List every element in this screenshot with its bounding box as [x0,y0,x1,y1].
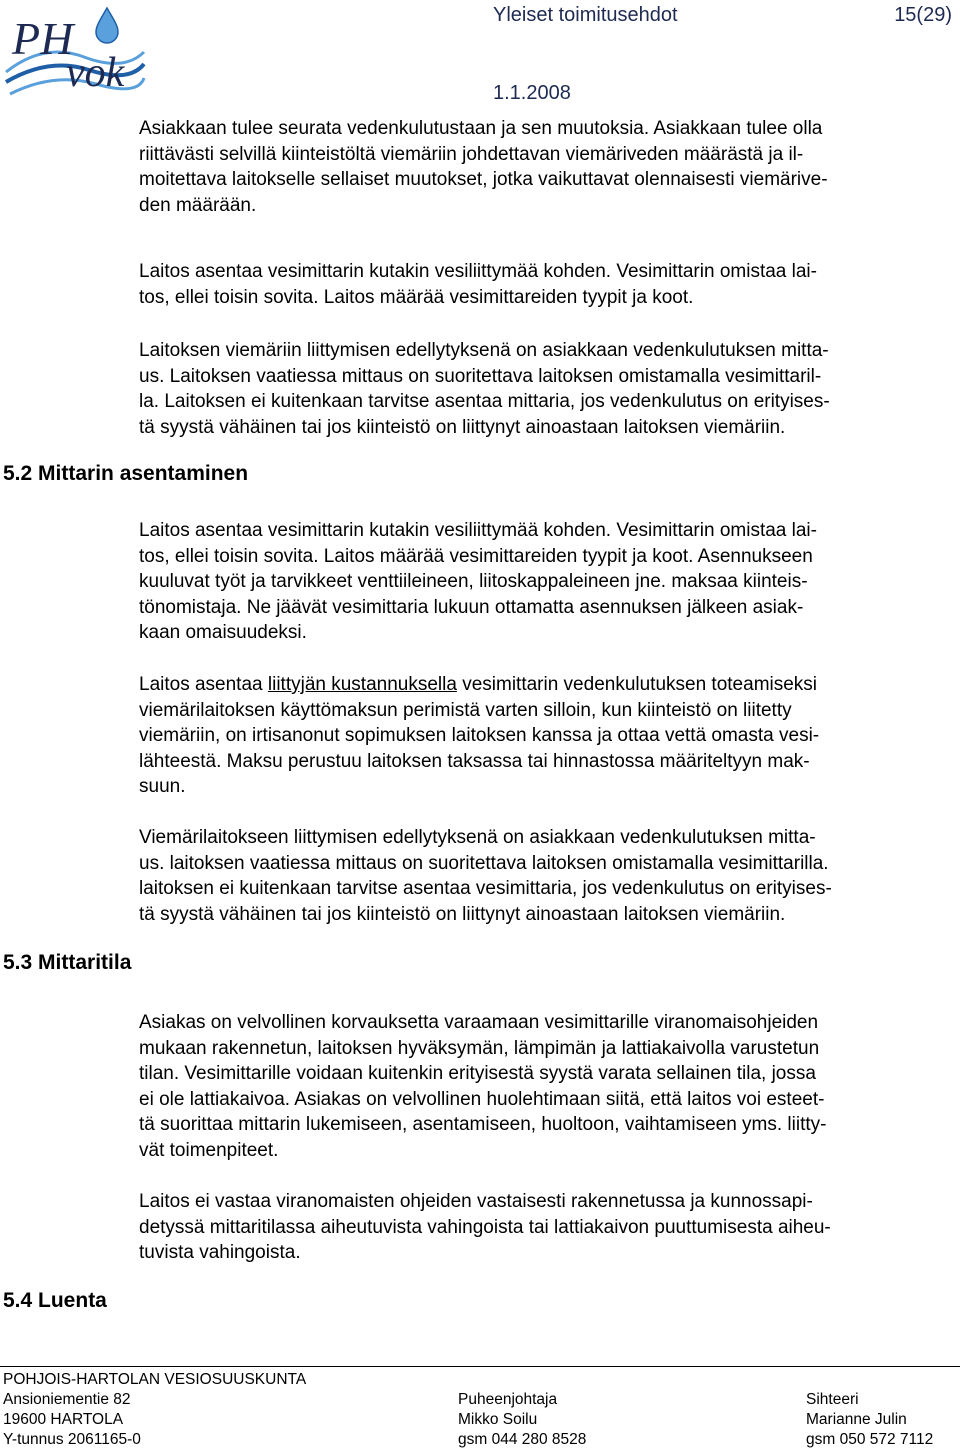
text-line: tilan. Vesimittarille voidaan kuitenkin erityisestä syystä varata sellainen tila, jossa [139,1063,816,1084]
text-segment: Laitos asentaa [139,674,268,695]
text-line: den määrään. [139,194,257,216]
section-heading-5-2: 5.2 Mittarin asentaminen [3,462,249,485]
paragraph-liability [139,1189,951,1266]
paragraph-own-water-source [139,672,951,800]
text-line: Laitos asentaa vesimittarin kutakin vesiliittymää kohden. Vesimittarin omistaa lai- [139,261,817,282]
document-title: Yleiset toimitusehdot [493,4,678,26]
footer-secretary-phone: gsm 050 572 7112 [806,1431,934,1448]
text-line: us. Laitoksen vaatiessa mittaus on suoritettava laitoksen omistamalla vesimittaril- [139,365,822,387]
text-line: mukaan rakennetun, laitoksen hyväksymän, lämpimän ja lattiakaivolla varustetun [139,1037,820,1059]
svg-text:PH: PH [12,13,74,64]
footer-secretary-name: Marianne Julin [806,1411,907,1428]
text-segment: vesimittarin vedenkulutuksen toteamiseksi [456,674,818,695]
footer-organization [3,1370,306,1450]
text-line: tos, ellei toisin sovita. Laitos määrää vesimittareiden tyypit ja koot. Asennukseen [139,545,813,567]
text-line: us. laitoksen vaatiessa mittaus on suoritettava laitoksen omistamalla vesimittarilla. [139,852,829,874]
document-date: 1.1.2008 [493,82,571,104]
text-line: Viemärilaitokseen liittymisen edellytyksenä on asiakkaan vedenkulutuksen mitta- [139,827,816,848]
text-line: Laitoksen viemäriin liittymisen edellytyksenä on asiakkaan vedenkulutuksen mitta- [139,340,829,361]
text-line: kuuluvat työt ja tarvikkeet venttiileineen, liitoskappaleineen jne. maksaa kiinteis- [139,571,808,592]
footer-divider [0,1366,960,1367]
paragraph-meter-install [139,259,951,310]
text-line: la. Laitoksen ei kuitenkaan tarvitse asentaa mittaria, jos vedenkulutus on erityises- [139,391,830,412]
underlined-phrase: liittyjän kustannuksella [267,674,457,695]
logo-graphic [4,2,146,100]
footer-secretary-title: Sihteeri [806,1391,859,1408]
text-line: viemäriin, on irtisanonut sopimuksen laitoksen kanssa ja ottaa vettä omasta vesi- [139,725,820,746]
text-line: viemärilaitoksen käyttömaksun perimistä varten silloin, kun kiinteistö on liitetty [139,699,792,721]
text-line: detyssä mittaritilassa aiheutuvista vahingoista tai lattiakaivon puuttumisesta aiheu- [139,1216,831,1238]
footer-postal: 19600 HARTOLA [3,1411,124,1428]
text-line: Laitos ei vastaa viranomaisten ohjeiden vastaisesti rakennetussa ja kunnossapi- [139,1191,813,1212]
footer-address: Ansioniementie 82 [3,1391,131,1408]
footer-chair-name: Mikko Soilu [458,1411,538,1428]
paragraph-sewer-connection [139,825,951,927]
text-line: Asiakkaan tulee seurata vedenkulutustaan ja sen muutoksia. Asiakkaan tulee olla [139,118,823,139]
text-line: tuvista vahingoista. [139,1242,301,1263]
text-line: kaan omaisuudeksi. [139,622,307,643]
section-heading-5-3: 5.3 Mittaritila [3,951,132,974]
section-heading-5-4: 5.4 Luenta [3,1289,107,1312]
text-line: lähteestä. Maksu perustuu laitoksen taksassa tai hinnastossa määriteltyyn mak- [139,750,810,772]
footer-org-name: POHJOIS-HARTOLAN VESIOSUUSKUNTA [3,1371,307,1388]
text-line: ei ole lattiakaivoa. Asiakas on velvollinen huolehtimaan siitä, että laitos voi esteet- [139,1088,825,1110]
text-line: laitoksen ei kuitenkaan tarvitse asentaa vesimittaria, jos vedenkulutus on erityises- [139,878,832,899]
paragraph-meter-monitoring [139,116,951,218]
svg-text:vok: vok [66,50,125,96]
text-line: tönomistaja. Ne jäävät vesimittaria lukuun ottamatta asennuksen jälkeen asiak- [139,596,804,618]
footer-chair-title: Puheenjohtaja [458,1391,558,1408]
text-line: Laitos asentaa vesimittarin kutakin vesiliittymää kohden. Vesimittarin omistaa lai- [139,520,817,541]
text-line: tä syystä vähäinen tai jos kiinteistö on liittynyt ainoastaan laitoksen viemäriin. [139,416,786,438]
phvok-logo [4,2,146,100]
text-line: suun. [139,776,186,797]
paragraph-sewer-measurement [139,338,951,440]
text-line [139,672,951,698]
paragraph-installation-costs [139,518,951,646]
paragraph-meter-room [139,1010,951,1163]
text-line: tä suorittaa mittarin lukemiseen, asentamiseen, huoltoon, vaihtamiseen yms. liitty- [139,1114,827,1135]
text-line: riittävästi selvillä kiinteistöltä viemäriin johdettavan viemäriveden määrästä ja il- [139,143,804,165]
footer-secretary [806,1390,933,1450]
text-line: tä syystä vähäinen tai jos kiinteistö on liittynyt ainoastaan laitoksen viemäriin. [139,903,786,925]
text-line: Asiakas on velvollinen korvauksetta varaamaan vesimittarille viranomaisohjeiden [139,1012,819,1033]
text-line: vät toimenpiteet. [139,1139,279,1161]
text-line: moitettava laitokselle sellaiset muutokset, jotka vaikuttavat olennaisesti viemärive- [139,169,828,190]
text-line: tos, ellei toisin sovita. Laitos määrää vesimittareiden tyypit ja koot. [139,286,694,308]
footer-business-id: Y-tunnus 2061165-0 [3,1431,141,1448]
footer-chair-phone: gsm 044 280 8528 [458,1431,587,1448]
footer-chairman [458,1390,586,1450]
page-number: 15(29) [894,4,952,26]
